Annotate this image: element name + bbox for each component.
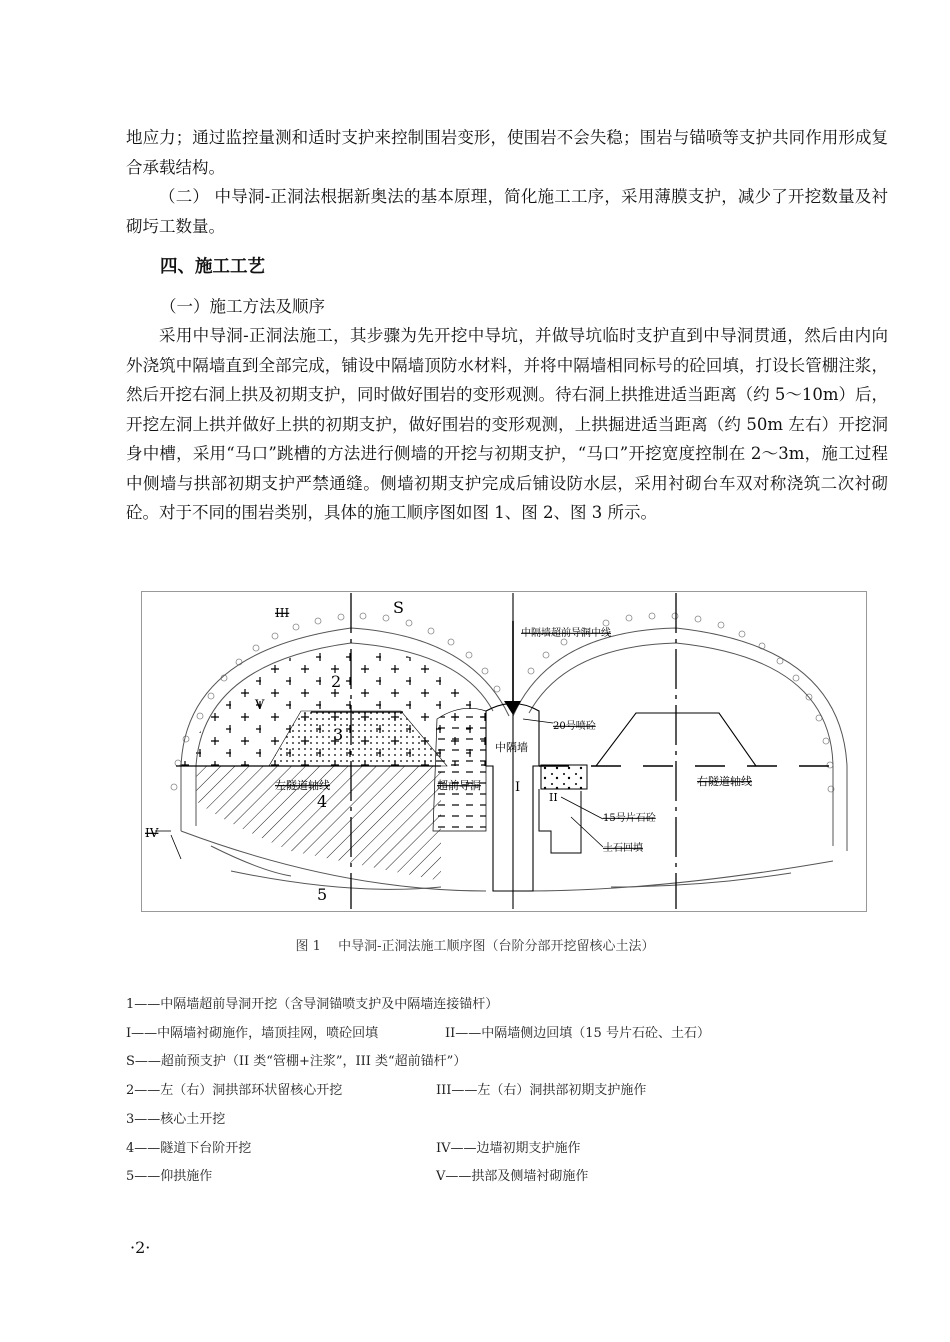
legend-III: III——左（右）洞拱部初期支护施作 xyxy=(436,1083,647,1098)
label-mid-wall: 中隔墙 xyxy=(495,741,528,754)
label-rubble: 15号片石砼 xyxy=(603,813,656,824)
label-I: I xyxy=(515,780,521,795)
label-4: 4 xyxy=(317,792,328,811)
label-pilot: 超前导洞 xyxy=(437,779,481,792)
legend-V: V——拱部及侧墙衬砌施作 xyxy=(436,1169,589,1184)
legend-2: 2——左（右）洞拱部环状留核心开挖 xyxy=(126,1083,343,1098)
legend-S: S——超前预支护（II 类“管棚+注浆”，III 类“超前锚杆”） xyxy=(126,1054,467,1069)
sub-heading: （一）施工方法及顺序 xyxy=(160,297,325,316)
label-IV: IV xyxy=(145,826,159,840)
page-number: ·2· xyxy=(130,1238,151,1257)
label-mid-line: 中隔墙超前导洞中线 xyxy=(521,628,611,639)
construction-sequence-figure xyxy=(141,591,867,912)
section-heading: 四、施工工艺 xyxy=(160,257,265,277)
label-3: 3 xyxy=(333,725,344,744)
legend-I: I——中隔墙衬砌施作，墙顶挂网，喷砼回填 xyxy=(126,1026,379,1041)
legend-4: 4——隧道下台阶开挖 xyxy=(126,1141,252,1156)
label-5: 5 xyxy=(317,885,328,904)
legend-1: 1——中隔墙超前导洞开挖（含导洞锚喷支护及中隔墙连接锚杆） xyxy=(126,997,499,1012)
figure-caption: 图 1 中导洞-正洞法施工顺序图（台阶分部开挖留核心土法） xyxy=(295,939,655,954)
label-left-axis: 左隧道轴线 xyxy=(275,779,330,792)
label-shotcrete: 20号喷砼 xyxy=(553,721,596,732)
label-right-axis: 右隧道轴线 xyxy=(697,775,752,788)
legend-IV: IV——边墙初期支护施作 xyxy=(436,1141,581,1156)
paragraph-2: （二） 中导洞-正洞法根据新奥法的基本原理，简化施工工序，采用薄膜支护，减少了开挖数量及衬砌圬工数量。 xyxy=(126,187,888,236)
label-soil: 土石回填 xyxy=(603,843,643,854)
label-2: 2 xyxy=(331,672,342,691)
pilot-tunnel xyxy=(433,708,486,831)
legend-3: 3——核心土开挖 xyxy=(126,1112,226,1127)
region-II xyxy=(541,765,587,789)
label-III: III xyxy=(275,606,290,620)
legend-II: II——中隔墙侧边回填（15 号片石砼、土石） xyxy=(445,1026,710,1041)
legend-5: 5——仰拱施作 xyxy=(126,1169,213,1184)
label-S: S xyxy=(393,598,404,617)
paragraph-1: 地应力；通过监控量测和适时支护来控制围岩变形，使围岩不会失稳；围岩与锚喷等支护共同作用形成复合承载结构。 xyxy=(126,128,888,177)
label-II: II xyxy=(549,791,558,804)
label-V: V xyxy=(255,698,265,713)
paragraph-3: 采用中导洞-正洞法施工，其步骤为先开挖中导坑，并做导坑临时支护直到中导洞贯通，然后由内向外浇筑中隔墙直到全部完成，铺设中隔墙顶防水材料，并将中隔墙相同标号的砼回填，打设长管棚注浆，然后开挖右洞上拱及初期支护，同时做好围岩的变形观测。待右洞上拱推进适当距离（约 5～10m）后，开挖左洞上拱并做好上拱的初期支护，做好围岩的变形观测，上拱掘进适当距离（约 50m 左右）开挖洞身中槽，采用“马口”跳槽的方法进行侧墙的开挖与初期支护，“马口”开挖宽度控制在 2～3m，施工过程中侧墙与拱部初期支护严禁通缝。侧墙初期支护完成后铺设防水层，采用衬砌台车双对称浇筑二次衬砌砼。对于不同的围岩类别，具体的施工顺序图如图 1、图 2、图 3 所示。 xyxy=(126,326,888,522)
